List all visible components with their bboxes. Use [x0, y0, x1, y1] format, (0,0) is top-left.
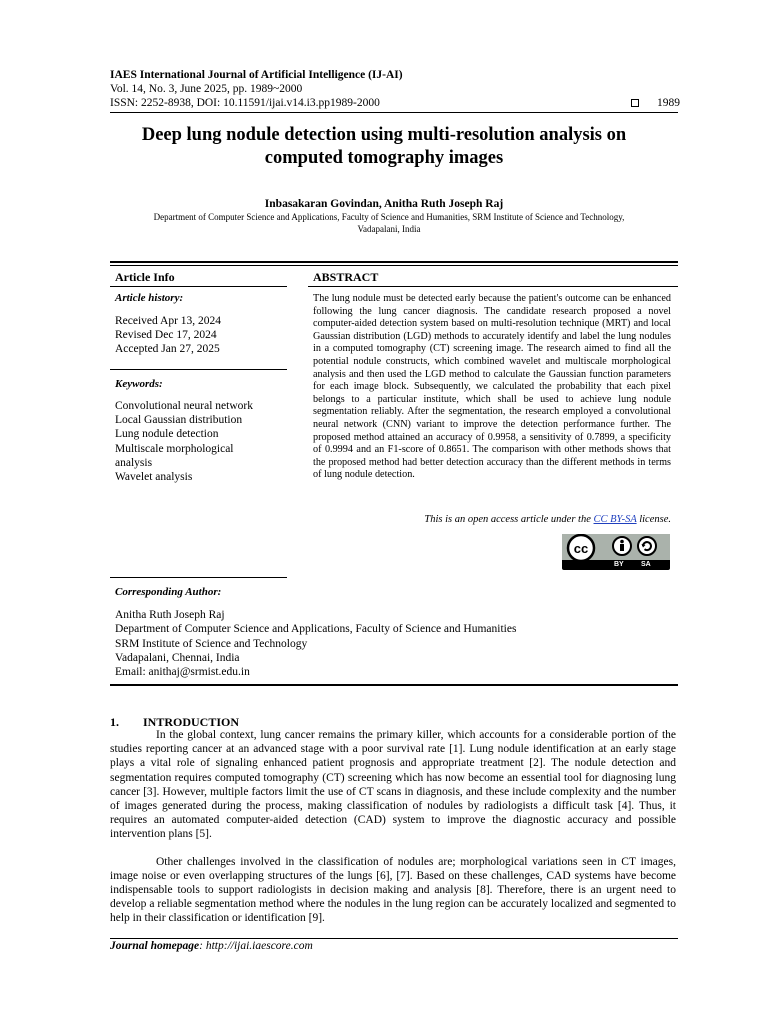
- page-number: 1989: [657, 97, 680, 109]
- journal-homepage: [110, 940, 313, 952]
- intro-paragraph-2: Other challenges involved in the classification of nodules are; morphological variations seen in CT images, image noise or even overlapping structures of the lungs [6], [7]. Based on these challenges, CAD systems have become indispensable tools to support radiologists in decision making and analysis [8]. Therefore, there is an urgent need to develop a reliable segmentation method where the nodules in the lung region can be accurately localized and segmented to help in their classification or identification [9].: [110, 855, 676, 925]
- affiliation-line-1: Department of Computer Science and Applications, Faculty of Science and Humanities, SRM Institute of Science and Technology,: [153, 212, 625, 222]
- journal-name: IAES International Journal of Artificial Intelligence (IJ-AI): [110, 69, 403, 81]
- license-link[interactable]: CC BY-SA: [593, 514, 637, 525]
- cc-by-sa-badge[interactable]: [562, 534, 670, 570]
- license-notice: [300, 514, 671, 525]
- section-rule-top: [110, 261, 678, 263]
- keyword-item: Wavelet analysis: [115, 471, 193, 484]
- corresponding-rule: [110, 577, 287, 578]
- homepage-url[interactable]: http://ijai.iaescore.com: [205, 940, 313, 952]
- accepted-date: Accepted Jan 27, 2025: [115, 343, 220, 356]
- header-rule: [110, 112, 678, 113]
- license-prefix: This is an open access article under the: [424, 514, 594, 525]
- issn-row: [110, 96, 680, 110]
- keyword-item: Local Gaussian distribution: [115, 414, 243, 427]
- corresponding-location: Vadapalani, Chennai, India: [115, 651, 240, 664]
- homepage-label: Journal homepage: [110, 940, 200, 952]
- page-number-group: [631, 96, 680, 110]
- cc-badge-top: [562, 534, 670, 560]
- corresponding-details: [115, 608, 516, 679]
- badge-by-label: BY: [614, 561, 624, 568]
- corresponding-dept: Department of Computer Science and Applications, Faculty of Science and Humanities: [115, 623, 517, 636]
- corresponding-name: Anitha Ruth Joseph Raj: [115, 609, 225, 621]
- affiliation-line-2: Vadapalani, India: [357, 224, 421, 234]
- history-label: Article history:: [115, 292, 184, 304]
- square-icon: [631, 99, 639, 107]
- svg-text:cc: cc: [573, 541, 589, 556]
- article-info-rule: [110, 286, 287, 287]
- abstract-text: The lung nodule must be detected early because the patient's outcome can be enhanced following the lung cancer diagnosis. The candidate research proposed a novel computer-aided detection system based on multi-resolution technique (MRT) and local Gaussian distribution (LGD) methods to accurately identify and label the lung nodules in a computed tomography (CT) screening image. The research aimed to find all the potential nodule constructs, which combined wavelet and multiscale morphological analysis and then used the LGD method to calculate the Gaussian function parameters for each image block. Subsequently, we calculated the probability that each pixel belongs to a particular institute, which shall be used to achieve lung nodule segmentation reliably. After the segmentation, the research employed a convolutional neural network (CNN) variant to improve the detection performance further. The proposed method attained an accuracy of 0.9958, a sensitivity of 0.7899, a specificity of 0.9994 and an F1-score of 0.8651. The comparison with other methods shows that the proposed method had better detection accuracy than the different methods in terms of lung nodule detection.: [313, 293, 671, 481]
- introduction-heading: 1. INTRODUCTION: [110, 715, 240, 729]
- keywords-label: Keywords:: [115, 378, 163, 390]
- corresponding-label: Corresponding Author:: [115, 586, 222, 598]
- badge-sa-label: SA: [641, 561, 651, 568]
- intro-paragraph-1: In the global context, lung cancer remains the primary killer, which accounts for a considerable portion of the studies reporting cancer at an advanced stage with a poor survival rate [1]. Lung nodule identification at an early stage plays a vital role of signaling enhanced patient prognosis and appropriate treatment [2]. The nodule detection and segmentation requires computed tomography (CT) screening which has now become an essential tool for diagnosing lung cancer [3]. However, multiple factors limit the use of CT scans in diagnosis, and these include complexity and the number of images generated during the process, making classification of nodules by radiologists a difficult task [4]. Thus, it requires an automated computer-aided detection (CAD) system to improve the diagnostic accuracy and possible intervention plans [5].: [110, 729, 676, 841]
- received-date: Received Apr 13, 2024: [115, 315, 222, 327]
- title-line-1: Deep lung nodule detection using multi-resolution analysis on: [141, 125, 627, 145]
- corresponding-institute: SRM Institute of Science and Technology: [115, 637, 308, 650]
- section-rule-top-2: [110, 265, 678, 266]
- keywords-list: [115, 399, 253, 484]
- journal-volume: Vol. 14, No. 3, June 2025, pp. 1989~2000: [110, 83, 303, 95]
- affiliation: [110, 211, 668, 235]
- keyword-item: Convolutional neural network: [115, 400, 253, 412]
- authors: Inbasakaran Govindan, Anitha Ruth Joseph Raj: [264, 198, 504, 210]
- keywords-rule: [110, 369, 287, 370]
- article-info-heading: Article Info: [115, 270, 175, 284]
- history-dates: [115, 314, 221, 357]
- abstract-rule: [308, 286, 678, 287]
- front-matter-end-rule: [110, 684, 678, 686]
- license-suffix: license.: [636, 514, 671, 525]
- paper-title: [100, 124, 668, 170]
- homepage-colon: :: [199, 940, 206, 952]
- revised-date: Revised Dec 17, 2024: [115, 329, 217, 342]
- keyword-item: analysis: [115, 456, 153, 469]
- corresponding-email: Email: anithaj@srmist.edu.in: [115, 666, 250, 679]
- journal-header: [110, 68, 680, 110]
- cc-badge-bottom: [562, 560, 670, 570]
- introduction-body: [110, 728, 676, 926]
- keyword-item: Multiscale morphological: [115, 442, 234, 455]
- journal-issn: ISSN: 2252-8938, DOI: 10.11591/ijai.v14.i3.pp1989-2000: [110, 97, 380, 109]
- abstract-heading: ABSTRACT: [313, 270, 379, 284]
- footer-rule: [110, 938, 678, 939]
- keyword-item: Lung nodule detection: [115, 428, 219, 441]
- sa-share-icon: [638, 537, 656, 555]
- title-line-2: computed tomography images: [264, 148, 504, 168]
- cc-icons: [562, 534, 670, 560]
